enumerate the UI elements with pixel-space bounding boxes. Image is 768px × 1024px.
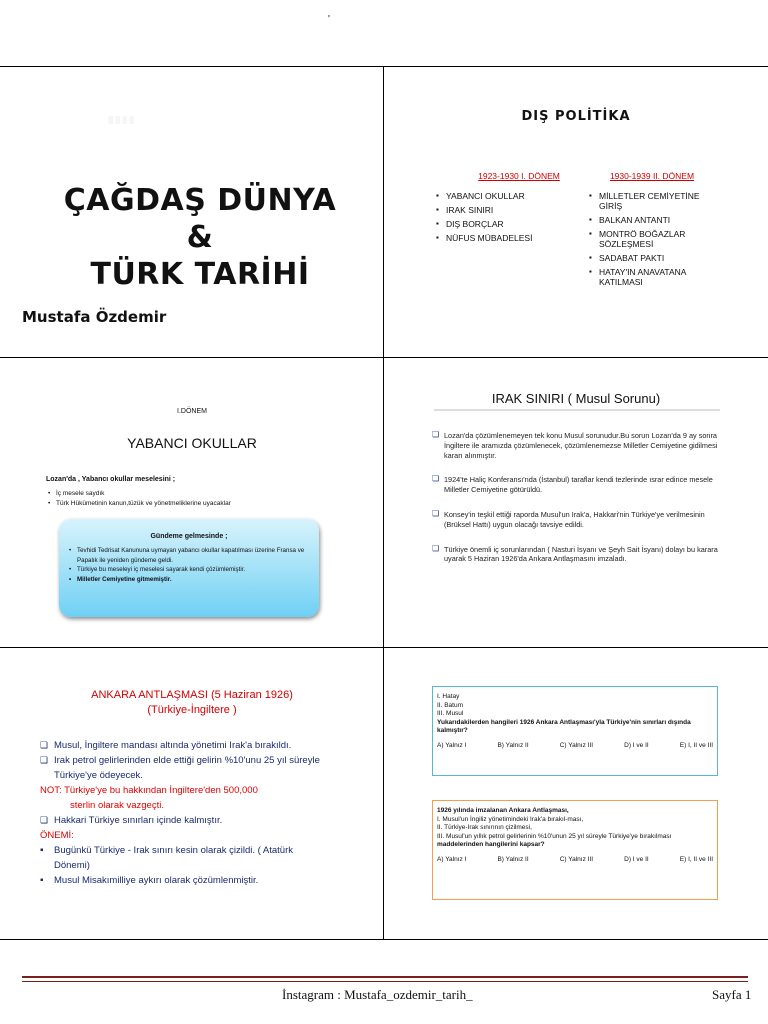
list-item: • Türkiye bu meseleyi iç meselesi sayarak kendi çözümlemiştir. [67, 565, 311, 575]
item-list [432, 431, 732, 579]
list-item: ▪ Bugünkü Türkiye - Irak sınırı kesin olarak çizildi. ( Atatürk Dönemi) [40, 843, 330, 873]
answer-options [437, 856, 713, 865]
page-number: Sayfa 1 [712, 987, 752, 1002]
footer-rule [22, 976, 748, 978]
list-item: ▪ Musul Misakımilliye aykırı olarak çözümlenmiştir. [40, 873, 330, 888]
title-line: TÜRK TARİHİ [90, 257, 310, 292]
option: E) I, II ve III [679, 741, 713, 749]
slide-title: DIŞ POLİTİKA [521, 109, 631, 124]
option: A) Yalnız I [437, 855, 467, 863]
list-item: ❏ Irak petrol gelirlerinden elde ettiği gelirin %10'unu 25 yıl süreyle Türkiye'ye ödeyecek. [40, 753, 330, 783]
title-line: & [186, 220, 214, 255]
question-text: Yukarıdakilerden hangileri 1926 Ankara Antlaşması'yla Türkiye'nin sınırları dışında kalmıştır? [437, 718, 691, 734]
slide-body [40, 738, 330, 888]
author-name: Mustafa Özdemir [22, 308, 167, 326]
slide-title-page [0, 67, 383, 357]
list-item: ❏ Konsey'in teşkil ettiği raporda Musul'un Irak'a, Hakkari'nin Türkiye'ye verilmesinin (Brüksel Hattı) uygun olacağı tavsiye edildi. [432, 510, 732, 530]
list-item: ▪ DIŞ BORÇLAR [434, 219, 604, 229]
list-item: ▪ IRAK SINIRI [434, 205, 604, 215]
question-line: I. Musul'un İngiliz yönetimindeki Irak'a bırakıl-ması, [437, 815, 584, 823]
question-line: II. Türkiye-Irak sınırının çizilmesi, [437, 824, 532, 831]
list-item: ❏ Musul, İngiltere mandası altında yönetimi Irak'a bırakıldı. [40, 738, 330, 753]
question-line: III. Musul'un yıllık petrol gelirlerinin %10'unun 25 yıl süreyle Türkiye'ye bırakılması [437, 832, 672, 840]
slide-grid [0, 66, 768, 940]
question-line: III. Musul [437, 710, 464, 717]
question-line: I. Hatay [437, 693, 460, 700]
list-item: ❏ Lozan'da çözümlenemeyen tek konu Musul sorunudur.Bu sorun Lozan'da 9 ay sonra İngiltere ile aramızda çözümlenecek, çözümlenemezse Milletler Cemiyetine gidilmesi kararı alınmıştır. [432, 431, 732, 460]
period-2-heading: 1930-1939 II. DÖNEM [609, 171, 695, 181]
slide-ankara-antlasmasi [0, 648, 383, 939]
answer-options [437, 742, 713, 751]
option: A) Yalnız I [437, 741, 467, 749]
list-item: ▪ NÜFUS MÜBADELESİ [434, 233, 604, 243]
list-item: ▪ MİLLETLER CEMİYETİNE GİRİŞ [587, 191, 717, 211]
list-item: ▪ HATAY'IN ANAVATANA KATILMASI [587, 267, 717, 287]
option: B) Yalnız II [497, 855, 529, 863]
question-box-1 [432, 686, 718, 776]
slide-title: IRAK SINIRI ( Musul Sorunu) [491, 391, 661, 406]
option: B) Yalnız II [497, 741, 529, 749]
option: D) I ve II [624, 741, 649, 749]
title-underline [434, 409, 720, 411]
slide-title: YABANCI OKULLAR [127, 435, 257, 451]
box-title: Gündeme gelmesinde ; [150, 533, 228, 540]
period-1-column [434, 171, 604, 247]
note-line: sterlin olarak vazgeçti. [70, 800, 164, 811]
question-text: maddelerinden hangilerini kapsar? [437, 841, 545, 848]
period-2-column [587, 171, 717, 291]
period-label: I.DÖNEM [177, 408, 207, 415]
question-box-2 [432, 800, 718, 900]
slide-title [0, 688, 383, 718]
list-item: ❏ Türkiye önemli iç sorunlarından ( Nasturi İsyanı ve Şeyh Sait İsyanı) dolayı bu karara uyarak 5 Haziran 1926'da Ankara Antlaşmasını imzaladı. [432, 545, 732, 565]
intro-text: Lozan'da , Yabancı okullar meselesini ; [46, 476, 176, 483]
list-item: ▪ YABANCI OKULLAR [434, 191, 604, 201]
slide-yabanci-okullar [0, 358, 383, 647]
list-item: ▪ MONTRÖ BOĞAZLAR SÖZLEŞMESİ [587, 229, 717, 249]
footer-rule [22, 981, 748, 982]
importance-label: ÖNEMİ: [40, 830, 74, 841]
title-line: ÇAĞDAŞ DÜNYA [63, 183, 337, 218]
list-item: • İç mesele saydık [46, 489, 231, 499]
slide-questions [384, 648, 768, 939]
list-item: ▪ BALKAN ANTANTI [587, 215, 717, 225]
note-line: NOT: Türkiye'ye bu hakkından İngiltere'den 500,000 [40, 785, 258, 796]
bullet-list [46, 489, 231, 509]
slide-dis-politika [384, 67, 768, 357]
book-title [40, 182, 360, 293]
period-1-heading: 1923-1930 I. DÖNEM [478, 171, 560, 181]
list-item: ❏ 1924'te Haliç Konferansı'nda (İstanbul) taraflar kendi tezlerinde ısrar edince mesele Milletler Cemiyetine götürüldü. [432, 475, 732, 495]
option: D) I ve II [624, 855, 649, 863]
faint-logo: ░░░░ [108, 117, 136, 124]
question-line: II. Batum [437, 701, 464, 709]
grid-line [0, 939, 768, 940]
option: C) Yalnız III [559, 741, 594, 749]
top-mark: ' [328, 14, 330, 25]
highlight-box [59, 519, 319, 617]
slide-irak-siniri [384, 358, 768, 647]
title-line: (Türkiye-İngiltere ) [147, 704, 237, 716]
list-item: ▪ SADABAT PAKTI [587, 253, 717, 263]
footer-instagram: İnstagram : Mustafa_ozdemir_tarih_ [282, 987, 473, 1002]
option: E) I, II ve III [679, 855, 713, 863]
question-heading: 1926 yılında imzalanan Ankara Antlaşması, [437, 807, 569, 814]
title-line: ANKARA ANTLAŞMASI (5 Haziran 1926) [91, 689, 293, 701]
list-item: ❏ Hakkari Türkiye sınırları içinde kalmıştır. [40, 813, 330, 828]
list-item: • Milletler Cemiyetine gitmemiştir. [67, 575, 311, 585]
list-item: • Tevhidi Tedrisat Kanununa uymayan yabancı okullar kapatılması üzerine Fransa ve Papalık ile yeniden gündeme geldi. [67, 546, 311, 565]
option: C) Yalnız III [559, 855, 594, 863]
list-item: • Türk Hükümetinin kanun,tüzük ve yönetmeliklerine uyacaklar [46, 499, 231, 509]
